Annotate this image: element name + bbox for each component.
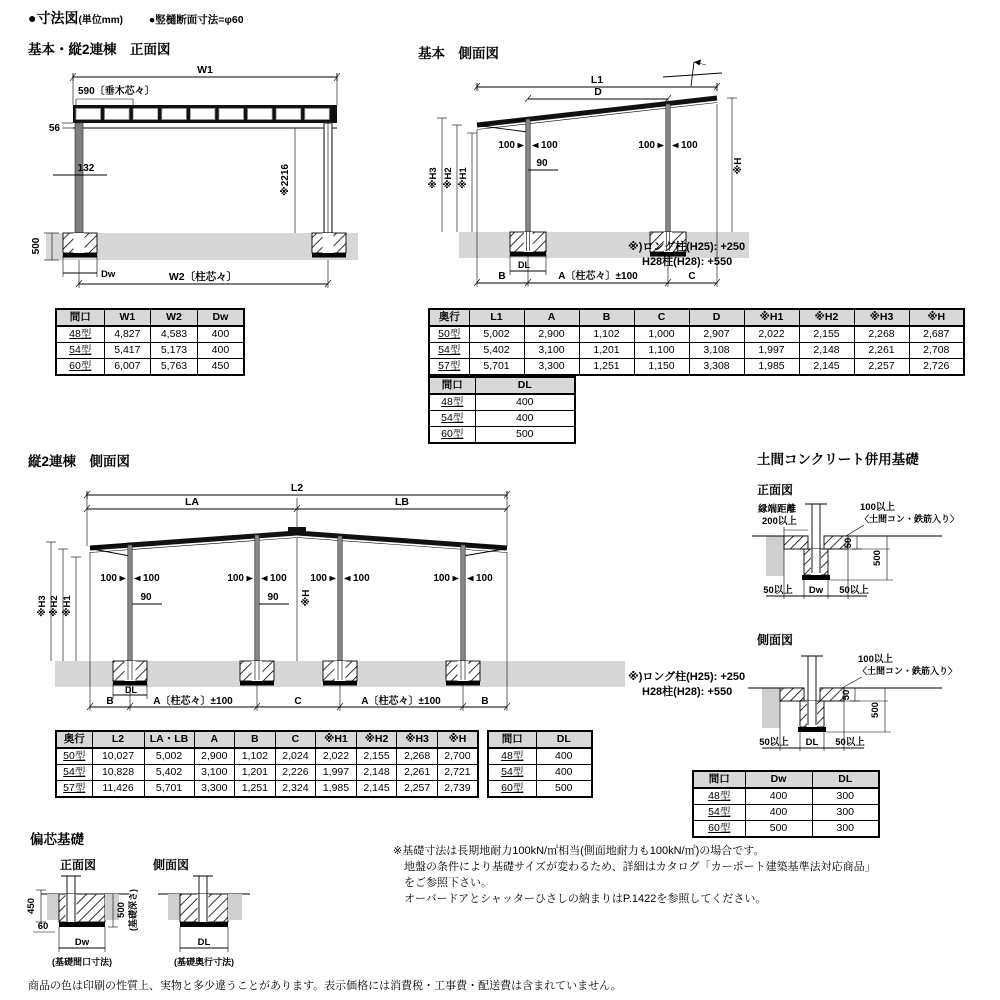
doma-side-subtitle: 側面図 <box>757 633 794 647</box>
cell: 5,701 <box>469 359 524 376</box>
cell: 5,402 <box>469 343 524 359</box>
doma-spec-label: 〈土間コン・鉄筋入り〉 <box>860 514 960 524</box>
column-header: 間口 <box>56 309 104 326</box>
cell: 1,100 <box>634 343 689 359</box>
edge-min-label: 200以上 <box>762 516 797 527</box>
column-header: ※H2 <box>356 731 397 748</box>
h-label: ※H <box>733 157 744 175</box>
side-section-title: 基本 側面図 <box>418 46 499 61</box>
column-header: C <box>275 731 316 748</box>
row-label: 60型 <box>488 781 536 798</box>
offset-100: 100 <box>681 140 698 151</box>
foundation-note-line3: をご参照下さい。 <box>404 877 492 889</box>
cell: 400 <box>745 805 812 821</box>
cell: 400 <box>475 394 575 411</box>
row-label: 54型 <box>56 765 92 781</box>
d-dimension <box>525 86 671 103</box>
left-footing <box>63 233 97 258</box>
cell: 1,985 <box>744 359 799 376</box>
front-elevation-diagram <box>28 56 373 300</box>
label-90: 90 <box>536 158 548 169</box>
column-header: W2 <box>151 309 198 326</box>
long-pillar-note-line2: H28柱(H28): +550 <box>642 686 733 698</box>
double-dl-table <box>487 730 593 798</box>
offset-100: 100 <box>541 140 558 151</box>
column-header: A <box>524 309 579 326</box>
cell: 300 <box>812 821 879 838</box>
roof-beam <box>73 105 337 128</box>
cell: 500 <box>475 427 575 444</box>
cell: 5,002 <box>469 326 524 343</box>
cell: 5,002 <box>144 748 194 765</box>
table-row <box>56 343 244 359</box>
cell: 1,985 <box>316 781 357 798</box>
over50-label: 50以上 <box>835 737 865 748</box>
cell: 2,145 <box>799 359 854 376</box>
h2-label: ※H2 <box>49 595 60 617</box>
cell: 2,261 <box>854 343 909 359</box>
cell: 2,739 <box>437 781 478 798</box>
cell: 2,022 <box>316 748 357 765</box>
row-label: 54型 <box>429 411 475 427</box>
h1-label: ※H1 <box>62 595 73 617</box>
cell: 2,148 <box>799 343 854 359</box>
foundation-body <box>41 876 129 927</box>
base-depth-label: (基礎深さ) <box>128 889 138 931</box>
cell: 10,828 <box>92 765 144 781</box>
column-header: LA・LB <box>144 731 194 748</box>
row-label: 48型 <box>429 394 475 411</box>
foundation-note-line1: ※基礎寸法は長期地耐力100kN/㎡相当(側面地耐力も100kN/㎡)の場合です。 <box>393 845 765 857</box>
over50-label: 50以上 <box>839 585 869 596</box>
table-row <box>56 765 478 781</box>
henshin-side-subtitle: 側面図 <box>153 858 190 872</box>
cell: 1,201 <box>579 343 634 359</box>
offset-100: 100 <box>353 573 370 584</box>
height-dimensions <box>428 98 744 232</box>
base-width-caption: (基礎間口寸法) <box>52 957 112 967</box>
b-label: B <box>106 696 114 707</box>
dim-2216 <box>279 128 295 233</box>
rear-post <box>666 104 670 232</box>
h-label: ※H <box>301 589 312 607</box>
dim-132 <box>53 163 107 175</box>
doma-section-title: 土間コンクリート併用基礎 <box>757 452 919 467</box>
a-label: A〔柱芯々〕±100 <box>153 696 233 707</box>
front-width-table <box>55 308 245 376</box>
a-label: A〔柱芯々〕±100 <box>361 696 441 707</box>
cell: 500 <box>536 781 592 798</box>
henshin-front-diagram <box>25 866 147 974</box>
cell: 1,201 <box>235 765 276 781</box>
column-header: ※H2 <box>799 309 854 326</box>
la-label: LA <box>185 496 199 508</box>
dim-450 <box>26 890 46 922</box>
l2-label: L2 <box>290 482 304 494</box>
henshin-front-subtitle: 正面図 <box>60 858 97 872</box>
b-label: B <box>498 271 506 282</box>
cell: 400 <box>197 343 244 359</box>
cell: 11,426 <box>92 781 144 798</box>
over100-label: 100以上 <box>860 502 895 513</box>
label-500: 500 <box>872 550 883 566</box>
h2-label: ※H2 <box>443 167 454 189</box>
label-50: 50 <box>843 537 854 549</box>
over50-label: 50以上 <box>759 737 789 748</box>
w1-label: W1 <box>197 64 213 76</box>
cell: 2,700 <box>437 748 478 765</box>
table-header-row <box>693 771 879 788</box>
cell: 5,417 <box>104 343 151 359</box>
long-pillar-note-line1: ※)ロング柱(H25): +250 <box>628 671 746 683</box>
doma-spec-labels <box>846 501 959 536</box>
h3-label: ※H3 <box>428 167 439 189</box>
cell: 2,726 <box>909 359 964 376</box>
table-row <box>429 427 575 444</box>
row-label: 60型 <box>429 427 475 444</box>
cell: 3,308 <box>689 359 744 376</box>
cell: 2,721 <box>437 765 478 781</box>
over50-label: 50以上 <box>763 585 793 596</box>
cell: 2,024 <box>275 748 316 765</box>
row-label: 54型 <box>488 765 536 781</box>
lb-label: LB <box>395 496 409 508</box>
dw-label: Dw <box>74 937 90 948</box>
row-label: 54型 <box>56 343 104 359</box>
table-row <box>429 411 575 427</box>
b-label: B <box>481 696 489 707</box>
rafter-dimension <box>76 84 155 105</box>
column-header: A <box>194 731 235 748</box>
table-header-row <box>56 731 478 748</box>
long-pillar-note-line2: H28柱(H28): +550 <box>642 256 733 268</box>
foundation-body <box>158 876 250 927</box>
cell: 400 <box>197 326 244 343</box>
column-header: 間口 <box>429 377 475 394</box>
column-header: ※H3 <box>397 731 438 748</box>
cell: 2,268 <box>397 748 438 765</box>
front-footing <box>510 232 546 257</box>
base-depth-caption: (基礎奥行寸法) <box>174 957 234 967</box>
over100-label: 100以上 <box>858 654 893 665</box>
doma-spec-labels <box>842 653 957 688</box>
cell: 6,007 <box>104 359 151 376</box>
column-header: 間口 <box>488 731 536 748</box>
table-header-row <box>488 731 592 748</box>
roof <box>90 527 507 556</box>
column-header: B <box>579 309 634 326</box>
doma-spec-label: 〈土間コン・鉄筋入り〉 <box>858 666 958 676</box>
cell: 3,108 <box>689 343 744 359</box>
dim-90-labels <box>132 592 289 604</box>
row-label: 48型 <box>488 748 536 765</box>
row-label: 54型 <box>693 805 745 821</box>
henshin-section-title: 偏芯基礎 <box>30 832 84 847</box>
cell: 1,251 <box>579 359 634 376</box>
column-header: 奥行 <box>429 309 469 326</box>
dl-label: DL <box>805 737 819 748</box>
column-header: ※H3 <box>854 309 909 326</box>
table-row <box>429 326 964 343</box>
label-500: 500 <box>870 702 881 718</box>
dw-dimension <box>59 927 105 952</box>
dl-label: DL <box>518 260 530 270</box>
column-header: DL <box>475 377 575 394</box>
cell: 450 <box>197 359 244 376</box>
double-depth-table <box>55 730 479 798</box>
column-header: ※H <box>437 731 478 748</box>
cell: 1,997 <box>316 765 357 781</box>
cell: 3,300 <box>524 359 579 376</box>
offset-100: 100 <box>310 573 327 584</box>
cell: 2,155 <box>799 326 854 343</box>
cell: 500 <box>745 821 812 838</box>
offset-100: 100 <box>433 573 450 584</box>
offset-100: 100 <box>227 573 244 584</box>
cell: 2,155 <box>356 748 397 765</box>
dim-60 <box>33 921 55 932</box>
posts <box>128 535 465 661</box>
label-500: 500 <box>116 902 127 918</box>
dl-dimension <box>180 927 228 952</box>
table-row <box>488 765 592 781</box>
dl-label: DL <box>125 685 137 695</box>
label-500: 500 <box>31 237 42 255</box>
front-section-title: 基本・縦2連棟 正面図 <box>28 42 171 57</box>
page-header <box>28 8 244 28</box>
cell: 1,150 <box>634 359 689 376</box>
column-header: DL <box>812 771 879 788</box>
table-row <box>693 805 879 821</box>
offset-100: 100 <box>100 573 117 584</box>
row-label: 60型 <box>56 359 104 376</box>
table-row <box>429 359 964 376</box>
cell: 5,402 <box>144 765 194 781</box>
cell: 1,251 <box>235 781 276 798</box>
d-label: D <box>594 86 602 98</box>
cell: 400 <box>536 748 592 765</box>
cell: 3,100 <box>524 343 579 359</box>
double-side-diagram <box>30 468 630 720</box>
label-90: 90 <box>267 592 279 603</box>
column-header: 間口 <box>693 771 745 788</box>
table-row <box>56 359 244 376</box>
offset-100: 100 <box>638 140 655 151</box>
cell: 400 <box>745 788 812 805</box>
foundation-note-line2: 地盤の条件により基礎サイズが変わるため、詳細はカタログ「カーポート建築基準法対応商品」 <box>404 861 876 873</box>
dw-label: Dw <box>808 585 824 596</box>
downspout-note: ●竪樋断面寸法=φ60 <box>148 14 244 26</box>
edge-distance-labels <box>757 503 808 536</box>
cell: 2,324 <box>275 781 316 798</box>
table-row <box>488 748 592 765</box>
right-footing <box>312 233 346 258</box>
column-header: Dw <box>745 771 812 788</box>
label-56: 56 <box>48 123 60 134</box>
column-header: ※H1 <box>316 731 357 748</box>
doma-foundation-side-diagram <box>712 650 997 790</box>
cell: 4,827 <box>104 326 151 343</box>
cell: 3,100 <box>194 765 235 781</box>
offset-100: 100 <box>143 573 160 584</box>
column-header: DL <box>536 731 592 748</box>
label-450: 450 <box>26 898 37 914</box>
table-row <box>429 343 964 359</box>
cell: 2,226 <box>275 765 316 781</box>
doma-foundation-front-diagram <box>712 498 997 633</box>
table-header-row <box>429 309 964 326</box>
table-row <box>56 326 244 343</box>
table-row <box>488 781 592 798</box>
c-label: C <box>294 696 302 707</box>
unit-note: (単位mm) <box>78 15 123 26</box>
cell: 5,173 <box>151 343 198 359</box>
cell: 2,022 <box>744 326 799 343</box>
label-60: 60 <box>37 921 49 932</box>
henshin-side-diagram <box>150 866 260 974</box>
h1-label: ※H1 <box>458 167 469 189</box>
basic-dl-table <box>428 376 576 444</box>
cell: 2,257 <box>854 359 909 376</box>
doma-front-subtitle: 正面図 <box>757 483 794 497</box>
a-label: A〔柱芯々〕±100 <box>558 271 638 282</box>
cell: 300 <box>812 805 879 821</box>
column-header: ※H1 <box>744 309 799 326</box>
dim-56 <box>49 123 73 134</box>
cell: 1,000 <box>634 326 689 343</box>
long-pillar-note-line1: ※)ロング柱(H25): +250 <box>628 241 746 253</box>
offset-100: 100 <box>476 573 493 584</box>
column-header: C <box>634 309 689 326</box>
offset-100: 100 <box>498 140 515 151</box>
roof-slope-icon <box>663 60 722 87</box>
cell: 400 <box>475 411 575 427</box>
cell: 5,763 <box>151 359 198 376</box>
double-section-title: 縦2連棟 側面図 <box>28 454 131 469</box>
table-row <box>56 781 478 798</box>
column-header: B <box>235 731 276 748</box>
cell: 4,583 <box>151 326 198 343</box>
dw-label: Dw <box>101 269 116 280</box>
table-row <box>56 748 478 765</box>
cell: 2,900 <box>194 748 235 765</box>
table-row <box>693 788 879 805</box>
cell: 1,997 <box>744 343 799 359</box>
column-header: ※H <box>909 309 964 326</box>
cell: 2,257 <box>397 781 438 798</box>
footer-disclaimer: 商品の色は印刷の性質上、実物と多少違うことがあります。表示価格には消費税・工事費・配送費は含まれていません。 <box>28 980 622 992</box>
row-label: 54型 <box>429 343 469 359</box>
column-header: D <box>689 309 744 326</box>
doma-size-table <box>692 770 880 838</box>
cell: 10,027 <box>92 748 144 765</box>
table-row <box>693 821 879 838</box>
edge-label: 縁端距離 <box>758 504 797 515</box>
column-header: Dw <box>197 309 244 326</box>
l1-label: L1 <box>590 74 604 86</box>
cell: 300 <box>812 788 879 805</box>
cell: 2,708 <box>909 343 964 359</box>
row-label: 48型 <box>693 788 745 805</box>
row-label: 50型 <box>56 748 92 765</box>
front-post <box>526 119 530 232</box>
cell: 2,268 <box>854 326 909 343</box>
w2-label: W2〔柱芯々〕 <box>168 271 238 283</box>
basic-depth-table <box>428 308 965 376</box>
rafter-label: 590〔垂木芯々〕 <box>78 86 155 97</box>
row-label: 50型 <box>429 326 469 343</box>
cell: 3,300 <box>194 781 235 798</box>
table-header-row <box>429 377 575 394</box>
cell: 2,900 <box>524 326 579 343</box>
long-pillar-note <box>628 240 745 270</box>
column-header: L2 <box>92 731 144 748</box>
table-header-row <box>56 309 244 326</box>
page-title: ●寸法図 <box>28 10 79 26</box>
foundation-notes <box>393 843 876 907</box>
dl-label: DL <box>197 937 211 948</box>
foundation-note-line4: オーバードアとシャッターひさしの納まりはP.1422を参照してください。 <box>404 893 767 905</box>
cell: 2,687 <box>909 326 964 343</box>
row-label: 48型 <box>56 326 104 343</box>
column-header: W1 <box>104 309 151 326</box>
offset-100: 100 <box>270 573 287 584</box>
cell: 5,701 <box>144 781 194 798</box>
cell: 400 <box>536 765 592 781</box>
c-label: C <box>688 271 696 282</box>
row-label: 57型 <box>56 781 92 798</box>
table-row <box>429 394 575 411</box>
label-2216: ※2216 <box>280 164 291 196</box>
cell: 1,102 <box>235 748 276 765</box>
label-90: 90 <box>140 592 152 603</box>
dim-90 <box>528 158 558 170</box>
row-label: 60型 <box>693 821 745 838</box>
cell: 2,261 <box>397 765 438 781</box>
l2-dimension <box>84 482 510 546</box>
cell: 1,102 <box>579 326 634 343</box>
row-label: 57型 <box>429 359 469 376</box>
cell: 2,907 <box>689 326 744 343</box>
label-50: 50 <box>841 689 852 701</box>
h3-label: ※H3 <box>37 595 48 617</box>
column-header: L1 <box>469 309 524 326</box>
roof <box>477 98 717 132</box>
label-132: 132 <box>77 163 95 174</box>
column-header: 奥行 <box>56 731 92 748</box>
cell: 2,148 <box>356 765 397 781</box>
cell: 2,145 <box>356 781 397 798</box>
